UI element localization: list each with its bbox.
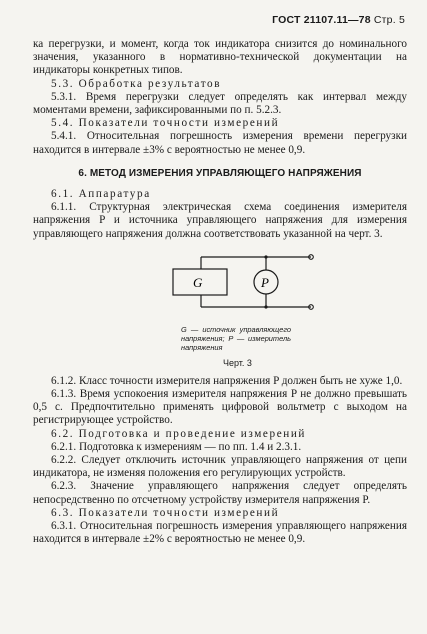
subsection-heading: 6.3. Показатели точности измерений bbox=[51, 506, 280, 519]
figure-3 bbox=[33, 241, 407, 369]
subsection-heading: 6.2. Подготовка и проведение измерений bbox=[51, 427, 307, 440]
label-p: P bbox=[261, 274, 269, 290]
subsection-heading: 5.3. Обработка результатов bbox=[51, 77, 222, 90]
paragraph: 5.4.1. Относительная погрешность измерения времени перегрузки находится в интервале ±3% с вероятностью не менее 0,9. bbox=[33, 130, 407, 156]
figure-caption: G — источник управляющего напряжения; P — измеритель напряжения bbox=[181, 324, 291, 352]
paragraph: 6.1.3. Время успокоения измерителя напряжения P не должно превышать 0,5 с. Предпочтительно применять цифровой вольтметр с выходом на регистрирующее устройство. bbox=[33, 388, 407, 427]
paragraph: ка перегрузки, и момент, когда ток индикатора снизится до номинального значения, указанного в нормативно-технической документации на индикаторы конкретных типов. bbox=[33, 38, 407, 77]
subsection-heading: 5.4. Показатели точности измерений bbox=[51, 117, 280, 130]
label-g: G bbox=[193, 274, 203, 290]
paragraph: 6.2.1. Подготовка к измерениям — по пп. 1.4 и 2.3.1. bbox=[51, 440, 302, 453]
paragraph: 5.3.1. Время перегрузки следует определять как интервал между моментами времени, зафиксированными по п. 5.2.3. bbox=[33, 90, 407, 117]
paragraph: 6.1.1. Структурная электрическая схема соединения измерителя напряжения P и источника управляющего напряжения для измерения управляющего напряжения должна соответствовать указанной на черт. 3. bbox=[33, 201, 407, 240]
paragraph: 6.2.3. Значение управляющего напряжения следует определять непосредственно по отсчетному устройству измерителя напряжения P. bbox=[33, 480, 407, 506]
paragraph: 6.2.2. Следует отключить источник управляющего напряжения от цепи индикатора, не изменяя положения его регулирующих устройств. bbox=[33, 454, 407, 480]
circuit-diagram bbox=[141, 245, 321, 325]
page-content bbox=[33, 38, 407, 546]
standard-number: ГОСТ 21107.11—78 bbox=[272, 14, 371, 26]
section-title: 6. МЕТОД ИЗМЕРЕНИЯ УПРАВЛЯЮЩЕГО НАПРЯЖЕНИЯ bbox=[78, 167, 362, 179]
paragraph: 6.1.2. Класс точности измерителя напряжения P должен быть не хуже 1,0. bbox=[51, 374, 403, 387]
page-number: Стр. 5 bbox=[373, 14, 405, 26]
paragraph: 6.3.1. Относительная погрешность измерения управляющего напряжения находится в интервале ±2% с вероятностью не менее 0,9. bbox=[33, 520, 407, 546]
figure-label: Черт. 3 bbox=[223, 357, 252, 368]
subsection-heading: 6.1. Аппаратура bbox=[51, 188, 151, 201]
page-header bbox=[272, 14, 405, 27]
